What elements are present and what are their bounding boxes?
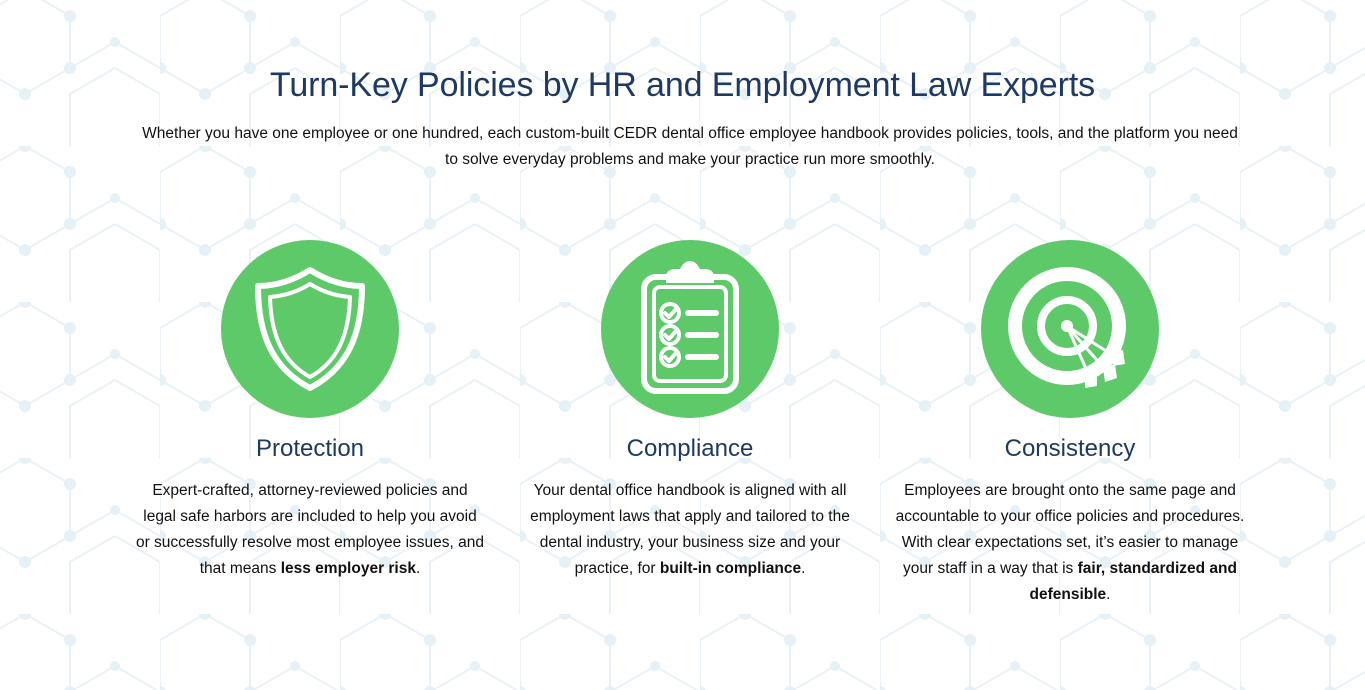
section-heading: Turn-Key Policies by HR and Employment Law Experts (269, 66, 1096, 104)
feature-description-bold: fair, standardized and defensible (1029, 560, 1237, 603)
feature-compliance (510, 240, 870, 582)
feature-protection (130, 240, 490, 582)
consistency-icon-circle (981, 240, 1159, 418)
feature-description-text: Expert-crafted, attorney-reviewed policies and legal safe harbors are included to help you avoid or successfully resolve most employee issues, and that means (135, 482, 485, 577)
shield-icon (250, 264, 370, 394)
feature-description-text: Your dental office handbook is aligned with all employment laws that apply and tailored to the dental industry, your business size and your practice, for (530, 482, 850, 577)
feature-description (135, 478, 485, 582)
feature-description-end: . (1106, 586, 1111, 603)
target-darts-icon (1005, 264, 1135, 394)
clipboard-checklist-icon (630, 259, 750, 399)
feature-description-bold: built-in compliance (659, 560, 802, 577)
feature-title: Protection (255, 435, 365, 462)
compliance-icon-circle (601, 240, 779, 418)
feature-description-text: Employees are brought onto the same page and accountable to your office policies and procedures. With clear expectations set, it’s easier to manage your staff in a way that is (895, 482, 1245, 577)
feature-title: Consistency (1004, 435, 1136, 462)
feature-description-end: . (801, 560, 806, 577)
feature-description (515, 478, 865, 582)
feature-consistency (890, 240, 1250, 608)
protection-icon-circle (221, 240, 399, 418)
section-intro: Whether you have one employee or one hundred, each custom-built CEDR dental office employee handbook provides policies, tools, and the platform you need to solve everyday problems and make your practice run more smoothly. (142, 125, 1238, 168)
feature-description-end: . (415, 560, 421, 577)
feature-title: Compliance (626, 435, 754, 462)
feature-description-bold: less employer risk (280, 560, 416, 577)
feature-description (895, 478, 1245, 608)
